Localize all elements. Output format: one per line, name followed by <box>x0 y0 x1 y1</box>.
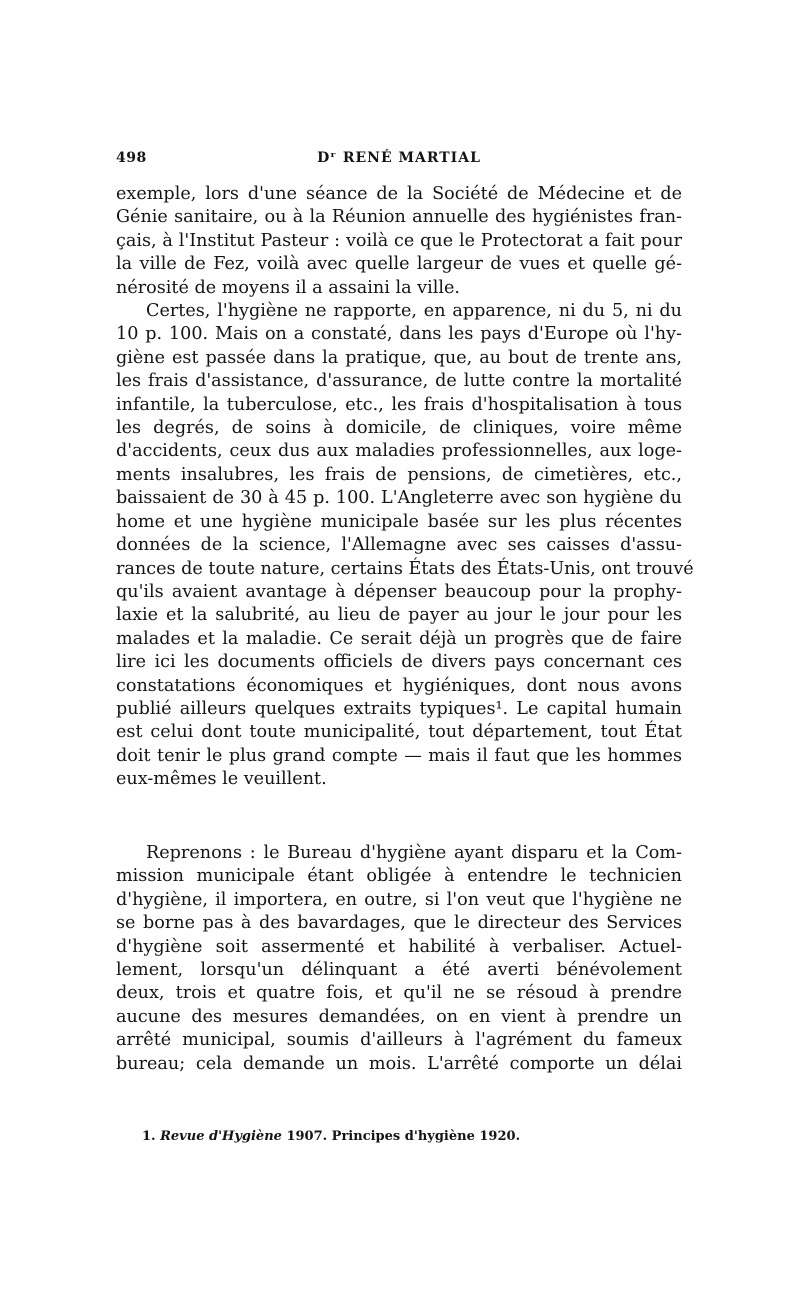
text-line: eux-mêmes le veuillent. <box>116 769 327 790</box>
text-line: lire ici les documents officiels de divers pays concernant ces <box>116 652 682 673</box>
main-text-second-block <box>116 842 682 1076</box>
text-line: lement, lorsqu'un délinquant a été averti bénévolement <box>116 960 682 981</box>
text-line: nérosité de moyens il a assaini la ville. <box>116 277 460 298</box>
text-line: çais, à l'Institut Pasteur : voilà ce que le Protectorat a fait pour <box>116 230 682 251</box>
text-line: Certes, l'hygiène ne rapporte, en apparence, ni du 5, ni du <box>146 301 682 322</box>
running-head <box>116 150 682 174</box>
text-line: deux, trois et quatre fois, et qu'il ne se résoud à prendre <box>116 983 682 1004</box>
text-line: giène est passée dans la pratique, que, au bout de trente ans, <box>116 347 682 368</box>
text-line: laxie et la salubrité, au lieu de payer au jour le jour pour les <box>116 605 682 626</box>
text-line: infantile, la tuberculose, etc., les frais d'hospitalisation à tous <box>116 394 682 415</box>
paragraph-reprenons <box>116 842 682 1076</box>
text-line: qu'ils avaient avantage à dépenser beaucoup pour la prophy- <box>116 581 682 602</box>
text-line: les degrés, de soins à domicile, de cliniques, voire même <box>116 418 682 439</box>
text-line: doit tenir le plus grand compte — mais il faut que les hommes <box>116 745 682 766</box>
text-line: se borne pas à des bavardages, que le directeur des Services <box>116 913 682 934</box>
text-line: d'hygiène, il importera, en outre, si l'on veut que l'hygiène ne <box>116 889 682 910</box>
paragraph-continuation <box>116 183 682 300</box>
text-line: constatations économiques et hygiéniques, dont nous avons <box>116 675 682 696</box>
text-line: malades et la maladie. Ce serait déjà un progrès que de faire <box>116 628 682 649</box>
text-line: publié ailleurs quelques extraits typiques¹. Le capital humain <box>116 698 682 719</box>
footnote-number: 1. <box>142 1129 156 1144</box>
text-line: 10 p. 100. Mais on a constaté, dans les pays d'Europe où l'hy- <box>116 324 682 345</box>
text-line: d'accidents, ceux dus aux maladies professionnelles, aux loge- <box>116 441 682 462</box>
page-number: 498 <box>116 150 147 166</box>
text-line: d'hygiène soit assermenté et habilité à verbaliser. Actuel- <box>116 936 682 957</box>
text-line: rances de toute nature, certains États des États-Unis, ont trouvé <box>116 558 694 579</box>
text-line: Génie sanitaire, ou à la Réunion annuelle des hygiénistes fran- <box>116 207 682 228</box>
text-line: aucune des mesures demandées, on en vient à prendre un <box>116 1006 682 1027</box>
text-line: bureau; cela demande un mois. L'arrêté comporte un délai <box>116 1053 682 1074</box>
paragraph-certes <box>116 300 694 792</box>
text-line: baissaient de 30 à 45 p. 100. L'Angleterre avec son hygiène du <box>116 488 682 509</box>
footnote <box>142 1128 682 1146</box>
text-line: les frais d'assistance, d'assurance, de lutte contre la mortalité <box>116 371 682 392</box>
text-line: Reprenons : le Bureau d'hygiène ayant disparu et la Com- <box>146 843 682 863</box>
main-text <box>116 183 694 792</box>
text-line: arrêté municipal, soumis d'ailleurs à l'agrément du fameux <box>116 1030 682 1051</box>
footnote-journal-title: Revue d'Hygiène <box>160 1129 282 1144</box>
text-line: est celui dont toute municipalité, tout département, tout État <box>116 722 682 743</box>
running-title: Dʳ RENÉ MARTIAL <box>317 150 481 166</box>
text-line: home et une hygiène municipale basée sur les plus récentes <box>116 511 682 532</box>
text-line: mission municipale étant obligée à entendre le technicien <box>116 866 682 887</box>
text-line: la ville de Fez, voilà avec quelle largeur de vues et quelle gé- <box>116 254 682 275</box>
footnote-text: 1907. Principes d'hygiène 1920. <box>286 1129 521 1144</box>
text-line: ments insalubres, les frais de pensions, de cimetières, etc., <box>116 464 682 485</box>
text-line: données de la science, l'Allemagne avec ses caisses d'assu- <box>116 535 682 556</box>
text-line: exemple, lors d'une séance de la Société de Médecine et de <box>116 184 682 204</box>
